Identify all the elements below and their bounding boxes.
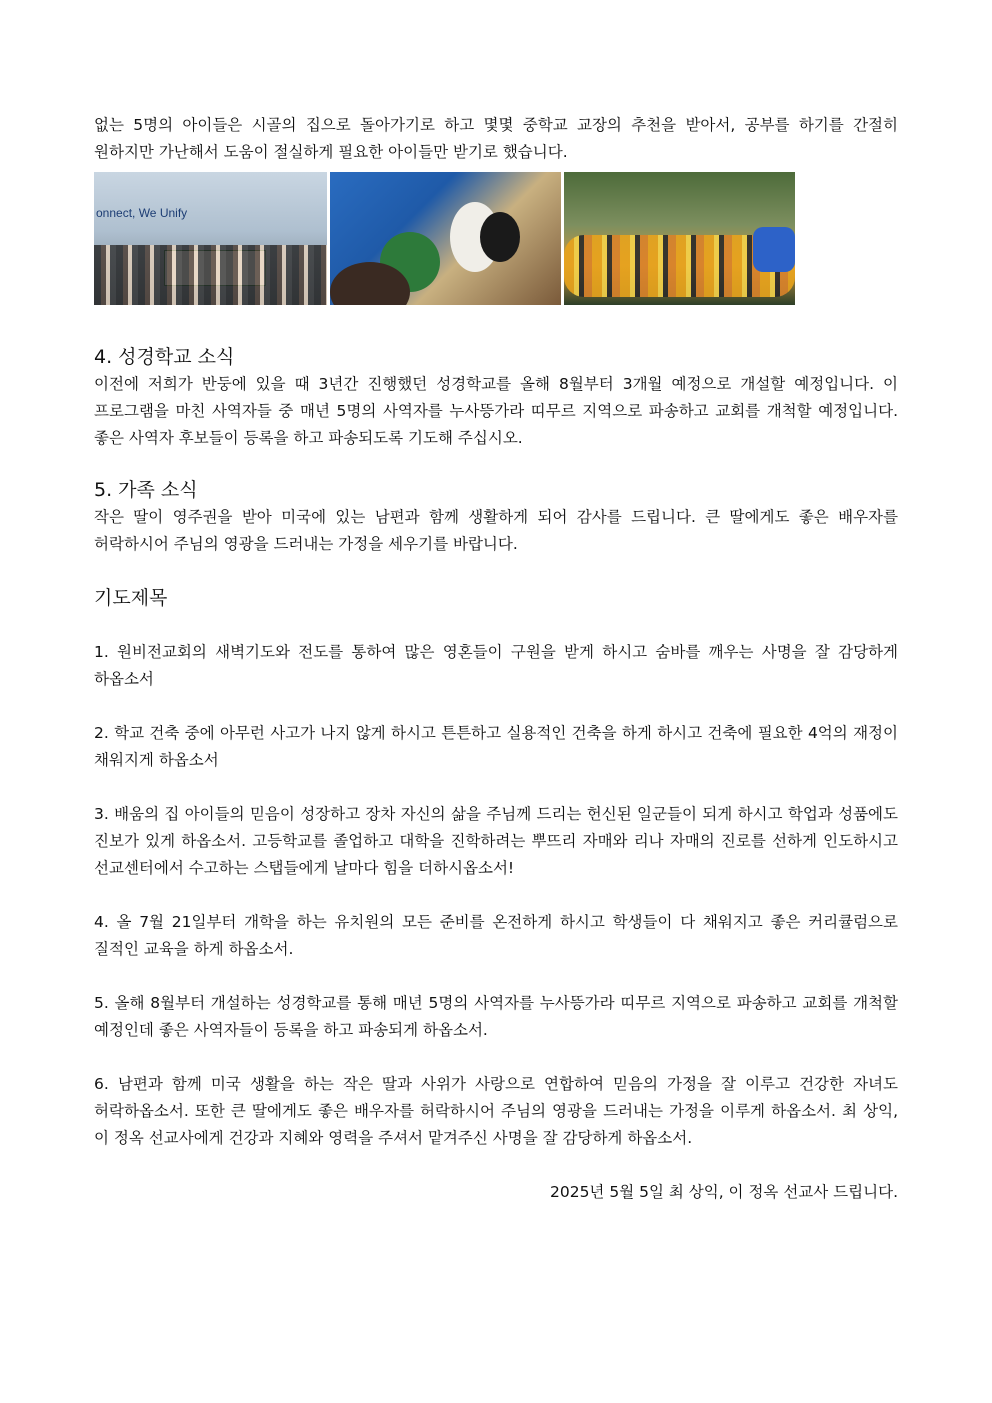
intro-paragraph: 없는 5명의 아이들은 시골의 집으로 돌아가기로 하고 몇몇 중학교 교장의 추천을 받아서, 공부를 하기를 간절히 원하지만 가난해서 도움이 절실하게 필요한 아이들만 받기로 했습니다. xyxy=(94,116,898,161)
section4-heading: 4. 성경학교 소식 xyxy=(94,346,235,368)
prayer-item-5: 5. 올해 8월부터 개설하는 성경학교를 통해 매년 5명의 사역자를 누사뜽가라 띠무르 지역으로 파송하고 교회를 개척할 예정인데 좋은 사역자들이 등록을 하고 파송되게 하옵소서. xyxy=(94,994,898,1039)
section4-body: 이전에 저희가 반둥에 있을 때 3년간 진행했던 성경학교를 올해 8월부터 3개월 예정으로 개설할 예정입니다. 이 프로그램을 마친 사역자들 중 매년 5명의 사역자를 누사뜽가라 띠무르 지역으로 파송하고 교회를 개척할 예정입니다. 좋은 사역자 후보들이 등록을 하고 파송되도록 기도해 주십시오. xyxy=(94,375,898,447)
photo-strip xyxy=(94,172,898,305)
person-shape xyxy=(480,212,520,262)
section5-body: 작은 딸이 영주권을 받아 미국에 있는 남편과 함께 생활하게 되어 감사를 드립니다. 큰 딸에게도 좋은 배우자를 허락하시어 주님의 영광을 드러내는 가정을 세우기를 바랍니다. xyxy=(94,508,898,553)
prayer-item-6: 6. 남편과 함께 미국 생활을 하는 작은 딸과 사위가 사랑으로 연합하여 믿음의 가정을 잘 이루고 건강한 자녀도 허락하옵소서. 또한 큰 딸에게도 좋은 배우자를 허락하시어 주님의 영광을 드러내는 가정을 이루게 하옵소서. 최 상익, 이 정옥 선교사에게 건강과 지혜와 영력을 주셔서 맡겨주신 사명을 잘 감당하게 하옵소서. xyxy=(94,1075,898,1147)
prayer-heading: 기도제목 xyxy=(94,587,168,609)
group-photo-ship xyxy=(94,172,327,305)
prayer-item-4: 4. 올 7월 21일부터 개학을 하는 유치원의 모든 준비를 온전하게 하시고 학생들이 다 채워지고 좋은 커리큘럼으로 질적인 교육을 하게 하옵소서. xyxy=(94,913,898,958)
closing-signature: 2025년 5월 5일 최 상익, 이 정옥 선교사 드립니다. xyxy=(549,1183,898,1201)
prayer-item-1: 1. 원비전교회의 새벽기도와 전도를 통하여 많은 영혼들이 구원을 받게 하시고 숨바를 깨우는 사명을 잘 감당하게 하옵소서 xyxy=(94,643,898,688)
document-page xyxy=(94,112,898,1206)
photo-rafting-group xyxy=(564,172,795,305)
ship-slogan-text: onnect, We Unify xyxy=(96,206,188,220)
blue-raft-graphic xyxy=(753,227,795,272)
crowd-graphic xyxy=(94,245,327,305)
section5-heading: 5. 가족 소식 xyxy=(94,479,198,501)
prayer-item-3: 3. 배움의 집 아이들의 믿음이 성장하고 장차 자신의 삶을 주님께 드리는 헌신된 일군들이 되게 하시고 학업과 성품에도 진보가 있게 하옵소서. 고등학교를 졸업하고 대학을 진학하려는 뿌뜨리 자매와 리나 자매의 진로를 선하게 인도하시고 선교센터에서 수고하는 스탭들에게 날마다 힘을 더하시옵소서! xyxy=(94,805,898,877)
photo-children-indoor xyxy=(330,172,561,305)
prayer-item-2: 2. 학교 건축 중에 아무런 사고가 나지 않게 하시고 튼튼하고 실용적인 건축을 하게 하시고 건축에 필요한 4억의 재정이 채워지게 하옵소서 xyxy=(94,724,898,769)
